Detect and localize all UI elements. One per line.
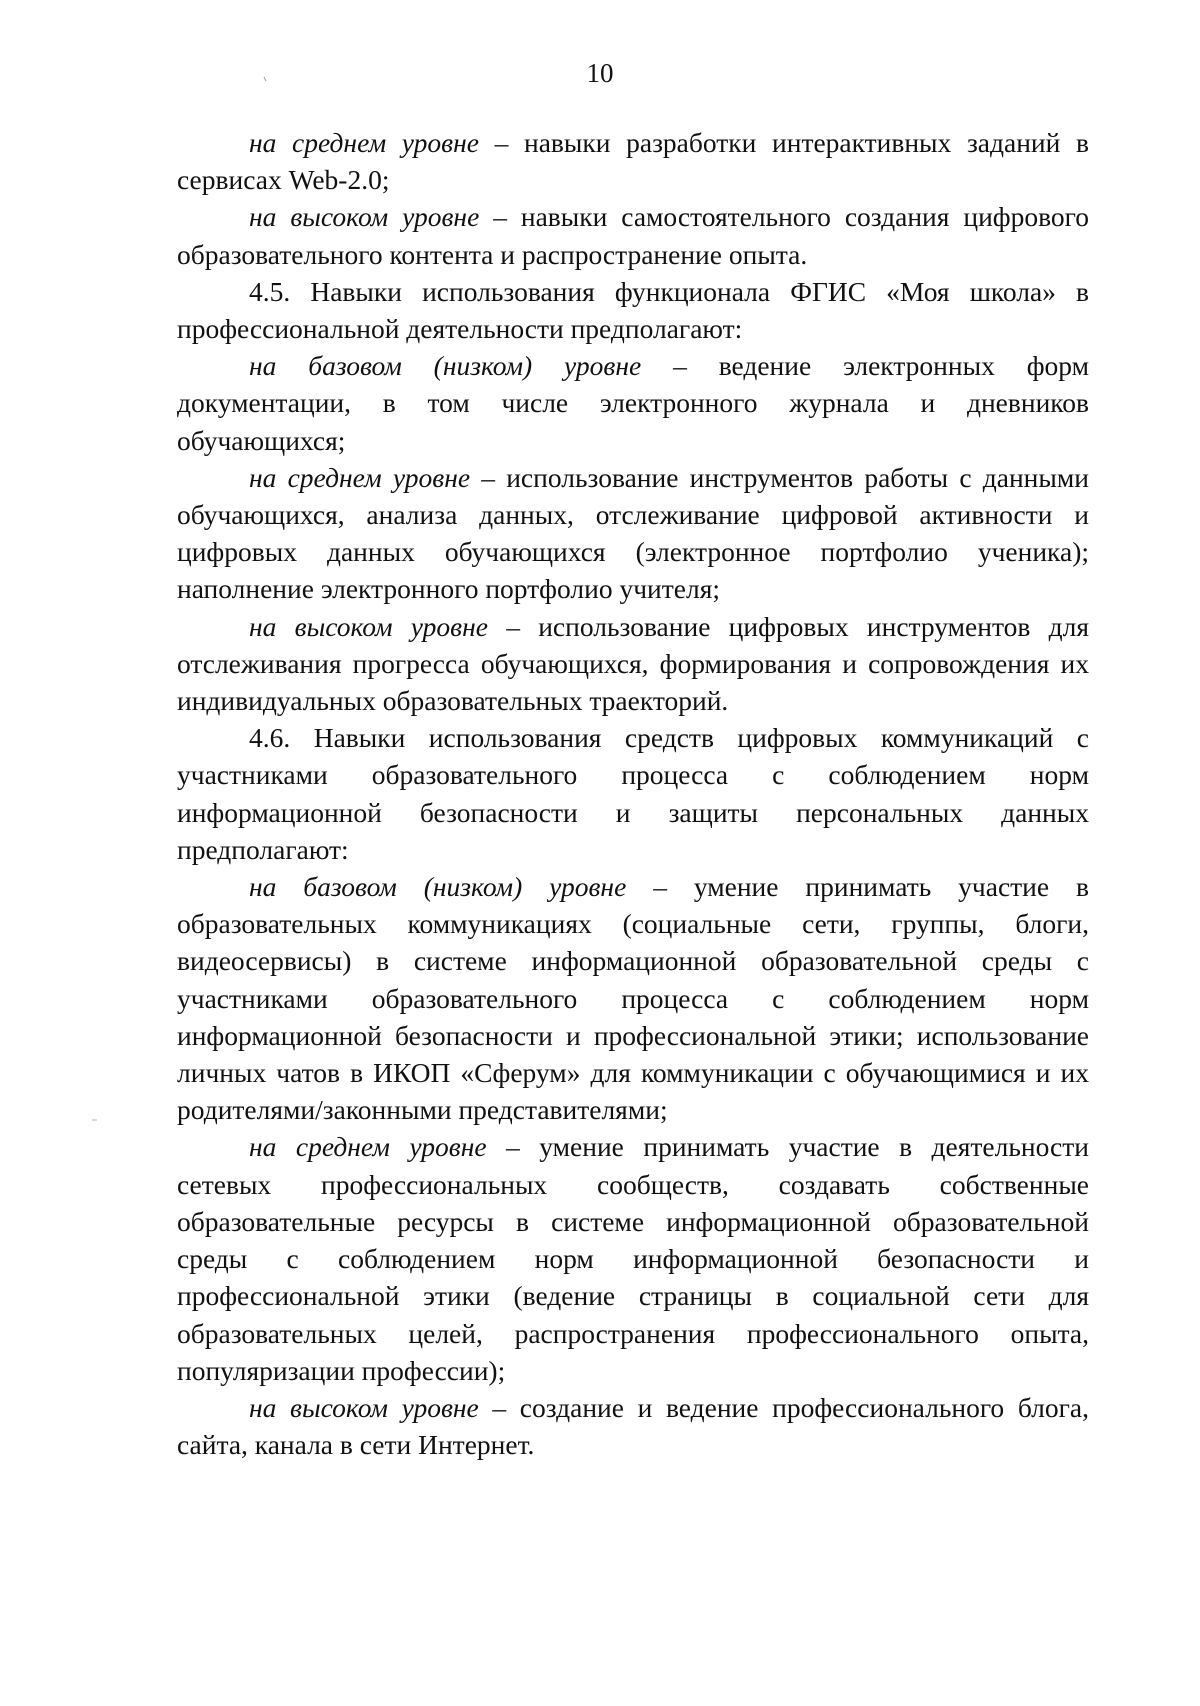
paragraph-fgis-middle-level bbox=[177, 459, 1089, 608]
paragraph-text: – использование инструментов работы с данными обучающихся, анализа данных, отслеживание цифровой активности и цифровых данных обучающихся (электронное портфолио ученика); наполнение электронного портфолио учителя; bbox=[177, 461, 1089, 605]
level-label: на высоком уровне bbox=[249, 201, 480, 233]
paragraph-text: – создание и ведение профессионального блога, сайта, канала в сети Интернет. bbox=[177, 1391, 1089, 1461]
paragraph-content-high-level bbox=[177, 198, 1089, 272]
page-number: 10 bbox=[586, 58, 614, 88]
paragraph-text: – навыки самостоятельного создания цифрового образовательного контента и распространение опыта. bbox=[177, 201, 1089, 270]
level-label: на базовом (низком) уровне bbox=[249, 350, 642, 382]
paragraph-web20-middle-level bbox=[177, 124, 1089, 198]
paragraph-text: 4.6. Навыки использования средств цифровых коммуникаций с участниками образовательного процесса с соблюдением норм информационной безопасности и защиты персональных данных предполагают: bbox=[177, 722, 1089, 865]
paragraph-communications-middle-level bbox=[177, 1128, 1089, 1388]
section-4-5-intro bbox=[177, 273, 1089, 347]
section-4-6-intro bbox=[177, 719, 1089, 868]
paragraph-text: 4.5. Навыки использования функционала ФГИС «Моя школа» в профессиональной деятельности предполагают: bbox=[177, 275, 1089, 345]
level-label: на среднем уровне bbox=[249, 461, 471, 493]
level-label: на высоком уровне bbox=[249, 1391, 479, 1423]
level-label: на высоком уровне bbox=[249, 610, 488, 642]
paragraph-communications-high-level bbox=[177, 1389, 1089, 1463]
paragraph-text: – использование цифровых инструментов для отслеживания прогресса обучающихся, формирования и сопровождения их индивидуальных образовательных траекторий. bbox=[177, 610, 1089, 717]
paragraph-text: – ведение электронных форм документации, в том числе электронного журнала и дневников обучающихся; bbox=[177, 350, 1089, 456]
level-label: на базовом (низком) уровне bbox=[249, 871, 627, 903]
paragraph-fgis-high-level bbox=[177, 608, 1089, 720]
paragraph-text: – умение принимать участие в образовательных коммуникациях (социальные сети, группы, блоги, видеосервисы) в системе информационной образовательной среды с участниками образовательного процесса с соблюдением норм информационной безопасности и профессиональной этики; использование личных чатов в ИКОП «Сферум» для коммуникации с обучающимися и их родителями/законными представителями; bbox=[177, 871, 1089, 1126]
level-label: на среднем уровне bbox=[249, 127, 479, 158]
level-label: на среднем уровне bbox=[249, 1131, 487, 1163]
paragraph-text: – навыки разработки интерактивных заданий в сервисах Web-2.0; bbox=[177, 127, 1089, 196]
paragraph-communications-basic-level bbox=[177, 868, 1089, 1128]
paragraph-fgis-basic-level bbox=[177, 347, 1089, 459]
document-body bbox=[177, 124, 1089, 1463]
paragraph-text: – умение принимать участие в деятельности сетевых профессиональных сообществ, создавать собственные образовательные ресурсы в системе информационной образовательной среды с соблюдением норм информационной безопасности и профессиональной этики (ведение страницы в социальной сети для образовательных целей, распространения профессионального опыта, популяризации профессии); bbox=[177, 1131, 1089, 1386]
